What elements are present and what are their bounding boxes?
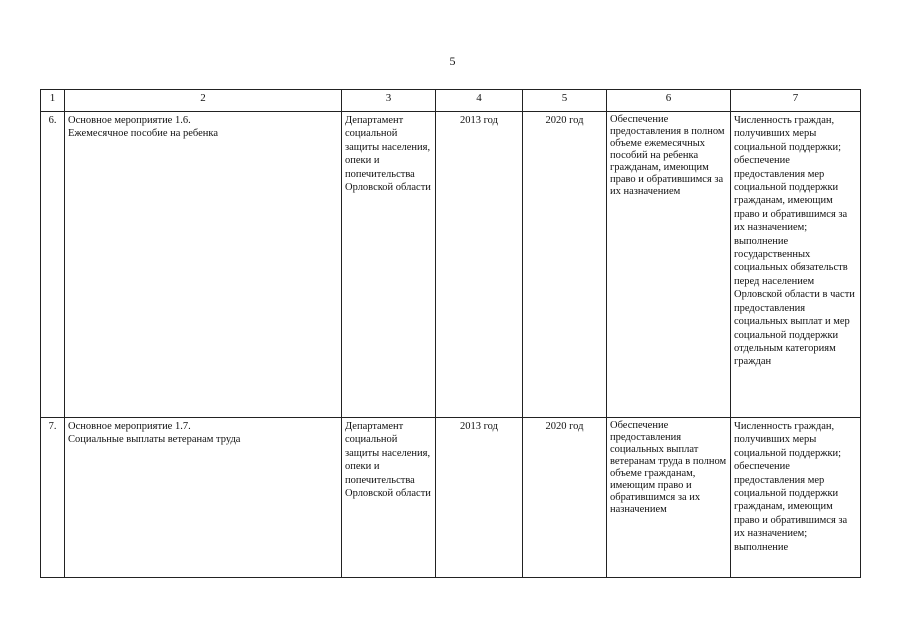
start-year-cell: 2013 год [436,112,523,418]
header-col-5: 5 [523,90,607,112]
indicators-cell [731,112,861,418]
executor-cell [342,418,436,578]
result-text: Обеспечение предоставления социальных выплат ветеранам труда в полном объеме гражданам, имеющим право и обратившимся за их назначением [610,420,727,515]
end-year-cell: 2020 год [523,418,607,578]
row-number: 7. [41,418,65,578]
header-col-1: 1 [41,90,65,112]
header-col-3: 3 [342,90,436,112]
measure-cell [65,418,342,578]
start-year-cell: 2013 год [436,418,523,578]
executor-text: Департамент социальной защиты населения, опеки и попечительства Орловской области [345,421,431,500]
header-col-2: 2 [65,90,342,112]
result-cell [607,418,731,578]
measure-title: Основное мероприятие 1.6. [68,115,191,126]
indicators-text: Численность граждан, получивших меры социальной поддержки; обеспечение предоставления мер социальной поддержки гражданам, имеющим право и обратившимся за их назначением; выполнение государственных социальных обязательств перед населением Орловской области в части предоставления социальных выплат и мер социальной поддержки отдельным категориям граждан [734,115,855,368]
executor-text: Департамент социальной защиты населения, опеки и попечительства Орловской области [345,115,431,194]
header-col-4: 4 [436,90,523,112]
measure-subtitle: Ежемесячное пособие на ребенка [68,128,218,140]
header-row [41,90,861,112]
measure-subtitle: Социальные выплаты ветеранам труда [68,434,241,446]
row-number: 6. [41,112,65,418]
end-year-cell: 2020 год [523,112,607,418]
indicators-cell [731,418,861,578]
measure-cell [65,112,342,418]
measures-table [40,89,861,578]
page-number: 5 [449,54,456,68]
table-row [41,418,861,578]
result-cell [607,112,731,418]
header-col-7: 7 [731,90,861,112]
executor-cell [342,112,436,418]
indicators-text: Численность граждан, получивших меры социальной поддержки; обеспечение предоставления мер социальной поддержки гражданам, имеющим право и обратившимся за их назначением; выполнение [734,421,848,553]
header-col-6: 6 [607,90,731,112]
table-row [41,112,861,418]
result-text: Обеспечение предоставления в полном объеме ежемесячных пособий на ребенка гражданам, имеющим право и обратившимся за их назначением [610,114,725,197]
measure-title: Основное мероприятие 1.7. [68,421,191,432]
